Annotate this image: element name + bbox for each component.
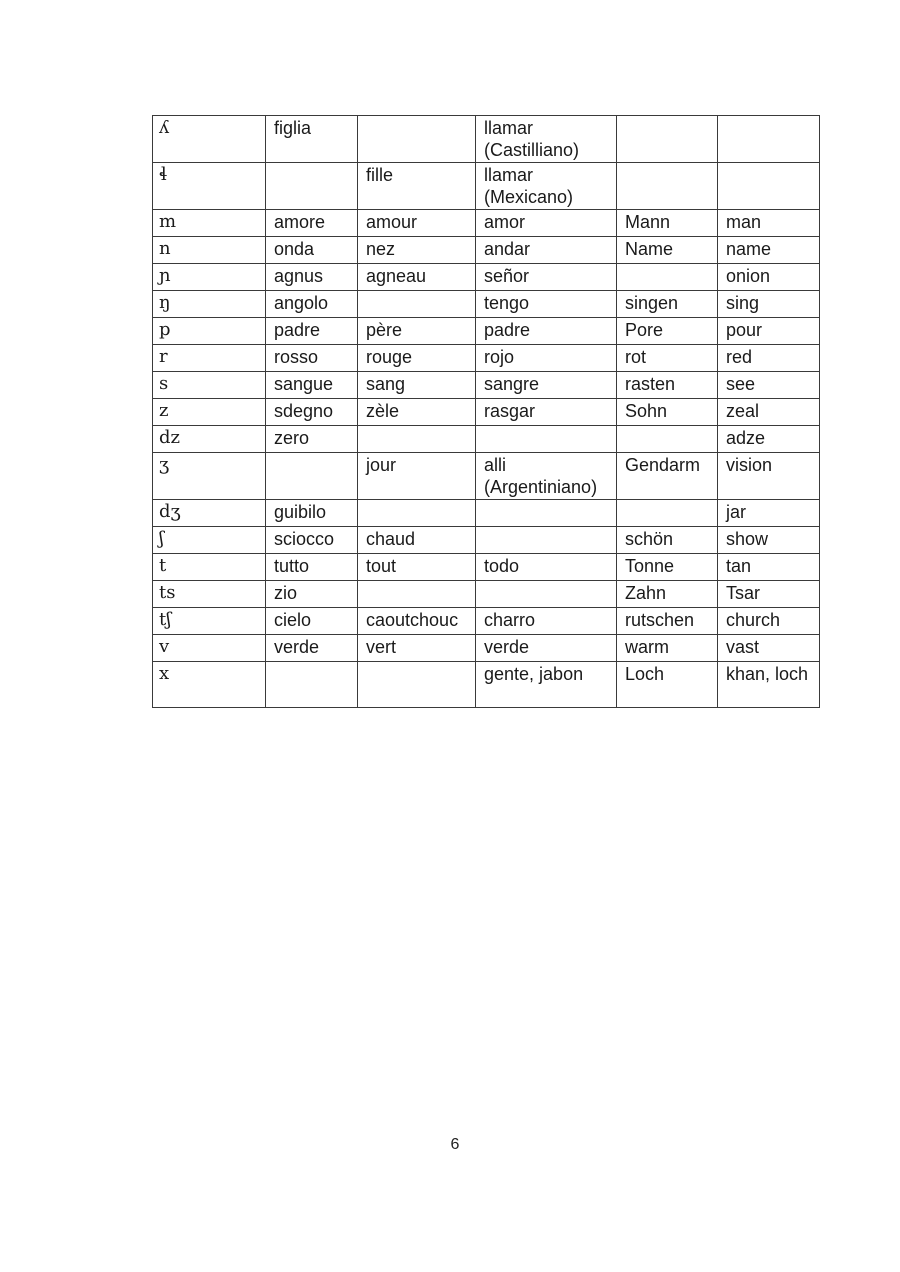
german-example: Mann	[617, 210, 718, 237]
french-example: chaud	[358, 527, 476, 554]
german-example: Pore	[617, 318, 718, 345]
italian-example: sangue	[266, 372, 358, 399]
phoneme-symbol: tʃ	[153, 608, 266, 635]
english-example	[718, 116, 820, 163]
english-example	[718, 163, 820, 210]
phoneme-symbol: ɬ	[153, 163, 266, 210]
french-example: tout	[358, 554, 476, 581]
italian-example: zero	[266, 426, 358, 453]
french-example: jour	[358, 453, 476, 500]
spanish-example: rasgar	[476, 399, 617, 426]
spanish-example: tengo	[476, 291, 617, 318]
spanish-example: padre	[476, 318, 617, 345]
italian-example: tutto	[266, 554, 358, 581]
phoneme-symbol: v	[153, 635, 266, 662]
french-example: agneau	[358, 264, 476, 291]
german-example: Zahn	[617, 581, 718, 608]
phoneme-symbol: ʎ	[153, 116, 266, 163]
table-row	[153, 581, 820, 608]
spanish-example	[476, 527, 617, 554]
spanish-example	[476, 581, 617, 608]
table-row	[153, 318, 820, 345]
english-example: Tsar	[718, 581, 820, 608]
italian-example: verde	[266, 635, 358, 662]
english-example: zeal	[718, 399, 820, 426]
table-row	[153, 527, 820, 554]
phoneme-symbol: t	[153, 554, 266, 581]
italian-example: rosso	[266, 345, 358, 372]
spanish-example: andar	[476, 237, 617, 264]
spanish-example	[476, 500, 617, 527]
french-example: fille	[358, 163, 476, 210]
italian-example	[266, 453, 358, 500]
french-example	[358, 581, 476, 608]
italian-example: sciocco	[266, 527, 358, 554]
german-example: Name	[617, 237, 718, 264]
spanish-example: verde	[476, 635, 617, 662]
english-example: sing	[718, 291, 820, 318]
table-row	[153, 163, 820, 210]
german-example: schön	[617, 527, 718, 554]
english-example: vast	[718, 635, 820, 662]
german-example	[617, 163, 718, 210]
english-example: red	[718, 345, 820, 372]
phoneme-symbol: ɲ	[153, 264, 266, 291]
italian-example	[266, 662, 358, 708]
german-example	[617, 500, 718, 527]
spanish-example: llamar (Castilliano)	[476, 116, 617, 163]
italian-example: onda	[266, 237, 358, 264]
french-example: caoutchouc	[358, 608, 476, 635]
italian-example: figlia	[266, 116, 358, 163]
table-row	[153, 116, 820, 163]
phoneme-symbol: n	[153, 237, 266, 264]
spanish-example: charro	[476, 608, 617, 635]
phoneme-symbol: dʒ	[153, 500, 266, 527]
table-row	[153, 210, 820, 237]
french-example	[358, 500, 476, 527]
english-example: name	[718, 237, 820, 264]
french-example: rouge	[358, 345, 476, 372]
german-example: Sohn	[617, 399, 718, 426]
french-example	[358, 426, 476, 453]
table-row	[153, 372, 820, 399]
english-example: man	[718, 210, 820, 237]
phoneme-symbol: x	[153, 662, 266, 708]
phoneme-table-body	[153, 116, 820, 708]
spanish-example: amor	[476, 210, 617, 237]
spanish-example: gente, jabon	[476, 662, 617, 708]
phoneme-symbol: z	[153, 399, 266, 426]
table-row	[153, 345, 820, 372]
italian-example: agnus	[266, 264, 358, 291]
phoneme-symbol: dz	[153, 426, 266, 453]
english-example: tan	[718, 554, 820, 581]
phoneme-symbol: r	[153, 345, 266, 372]
phoneme-table	[152, 115, 820, 708]
german-example: rasten	[617, 372, 718, 399]
italian-example: zio	[266, 581, 358, 608]
english-example: adze	[718, 426, 820, 453]
page-number: 6	[450, 1136, 460, 1153]
table-row	[153, 500, 820, 527]
table-row	[153, 635, 820, 662]
spanish-example: rojo	[476, 345, 617, 372]
italian-example: cielo	[266, 608, 358, 635]
german-example: Tonne	[617, 554, 718, 581]
table-row	[153, 399, 820, 426]
table-row	[153, 291, 820, 318]
english-example: pour	[718, 318, 820, 345]
italian-example: angolo	[266, 291, 358, 318]
phoneme-symbol: ts	[153, 581, 266, 608]
english-example: vision	[718, 453, 820, 500]
table-row	[153, 662, 820, 708]
french-example	[358, 662, 476, 708]
german-example: singen	[617, 291, 718, 318]
french-example: sang	[358, 372, 476, 399]
german-example: rutschen	[617, 608, 718, 635]
french-example: nez	[358, 237, 476, 264]
english-example: church	[718, 608, 820, 635]
phoneme-symbol: s	[153, 372, 266, 399]
table-row	[153, 426, 820, 453]
german-example	[617, 426, 718, 453]
phoneme-symbol: ŋ	[153, 291, 266, 318]
german-example: rot	[617, 345, 718, 372]
table-row	[153, 237, 820, 264]
phoneme-symbol: ʒ	[153, 453, 266, 500]
spanish-example: señor	[476, 264, 617, 291]
german-example: warm	[617, 635, 718, 662]
italian-example: guibilo	[266, 500, 358, 527]
phoneme-symbol: p	[153, 318, 266, 345]
italian-example: padre	[266, 318, 358, 345]
english-example: jar	[718, 500, 820, 527]
german-example	[617, 116, 718, 163]
table-row	[153, 453, 820, 500]
phoneme-symbol: m	[153, 210, 266, 237]
spanish-example: todo	[476, 554, 617, 581]
italian-example: amore	[266, 210, 358, 237]
english-example: onion	[718, 264, 820, 291]
spanish-example: sangre	[476, 372, 617, 399]
german-example: Loch	[617, 662, 718, 708]
phoneme-symbol: ʃ	[153, 527, 266, 554]
spanish-example: alli (Argentiniano)	[476, 453, 617, 500]
french-example	[358, 116, 476, 163]
table-row	[153, 264, 820, 291]
table-row	[153, 608, 820, 635]
french-example	[358, 291, 476, 318]
german-example	[617, 264, 718, 291]
french-example: amour	[358, 210, 476, 237]
english-example: see	[718, 372, 820, 399]
spanish-example	[476, 426, 617, 453]
french-example: père	[358, 318, 476, 345]
english-example: show	[718, 527, 820, 554]
german-example: Gendarm	[617, 453, 718, 500]
spanish-example: llamar (Mexicano)	[476, 163, 617, 210]
french-example: zèle	[358, 399, 476, 426]
italian-example: sdegno	[266, 399, 358, 426]
italian-example	[266, 163, 358, 210]
table-row	[153, 554, 820, 581]
french-example: vert	[358, 635, 476, 662]
english-example: khan, loch	[718, 662, 820, 708]
